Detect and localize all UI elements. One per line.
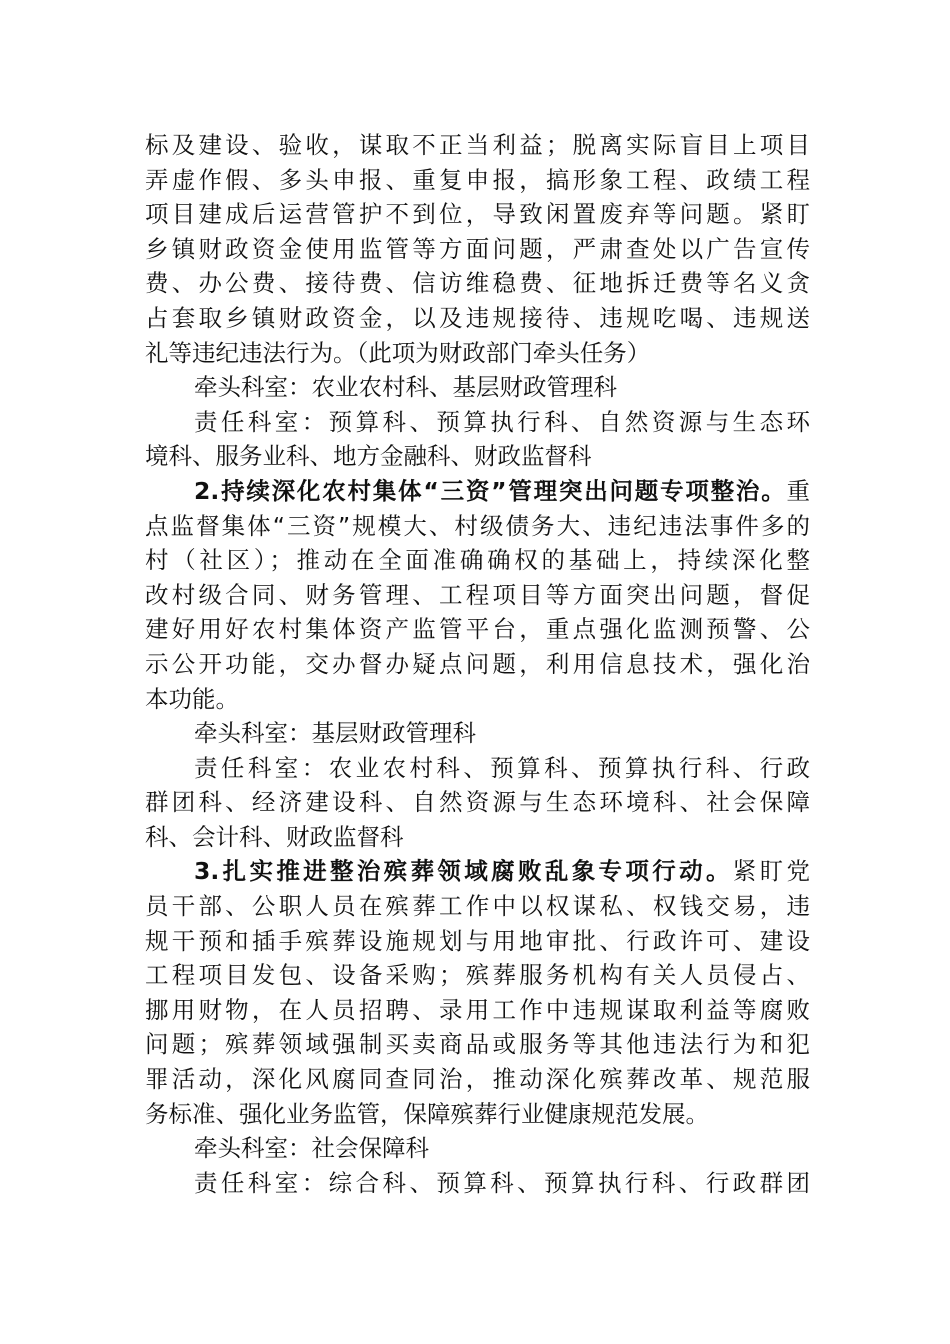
text-line: 占套取乡镇财政资金，以及违规接待、违规吃喝、违规送 <box>145 303 810 332</box>
text-line: 规干预和插手殡葬设施规划与用地审批、行政许可、建设 <box>145 926 810 955</box>
section-heading-2: 2.持续深化农村集体“三资”管理突出问题专项整治。 <box>194 476 787 505</box>
text-line: 群团科、经济建设科、自然资源与生态环境科、社会保障 <box>145 788 810 817</box>
text-line: 礼等违纪违法行为。（此项为财政部门牵头任务） <box>145 338 651 367</box>
text-line: 境科、服务业科、地方金融科、财政监督科 <box>145 442 592 471</box>
responsible-department-line: 责任科室：农业农村科、预算科、预算执行科、行政 <box>194 753 810 782</box>
text-line: 本功能。 <box>145 684 239 713</box>
text-line: 罪活动，深化风腐同查同治，推动深化殡葬改革、规范服 <box>145 1065 810 1094</box>
body-text <box>145 128 810 1200</box>
section-heading-line <box>145 474 810 509</box>
text-line: 示公开功能，交办督办疑点问题，利用信息技术，强化治 <box>145 649 810 678</box>
text-line: 建好用好农村集体资产监管平台，重点强化监测预警、公 <box>145 615 810 644</box>
text-line: 弄虚作假、多头申报、重复申报，搞形象工程、政绩工程 <box>145 165 810 194</box>
responsible-department-line: 责任科室：预算科、预算执行科、自然资源与生态环 <box>194 407 810 436</box>
text-line: 村（社区）；推动在全面准确确权的基础上，持续深化整 <box>145 546 810 575</box>
text-line: 问题；殡葬领域强制买卖商品或服务等其他违法行为和犯 <box>145 1030 810 1059</box>
text-line: 乡镇财政资金使用监管等方面问题，严肃查处以广告宣传 <box>145 234 810 263</box>
text-line: 员干部、公职人员在殡葬工作中以权谋私、权钱交易，违 <box>145 892 810 921</box>
text-line: 挪用财物，在人员招聘、录用工作中违规谋取利益等腐败 <box>145 995 810 1024</box>
lead-department-line: 牵头科室：基层财政管理科 <box>194 719 476 748</box>
text-line: 标及建设、验收，谋取不正当利益；脱离实际盲目上项目 <box>145 131 810 159</box>
text-fragment: 重 <box>786 476 810 505</box>
text-line: 工程项目发包、设备采购；殡葬服务机构有关人员侵占、 <box>145 961 810 990</box>
text-line: 费、办公费、接待费、信访维稳费、征地拆迁费等名义贪 <box>145 269 810 298</box>
text-fragment: 紧盯党 <box>732 857 810 886</box>
text-line: 改村级合同、财务管理、工程项目等方面突出问题，督促 <box>145 580 810 609</box>
lead-department-line: 牵头科室：社会保障科 <box>194 1134 429 1163</box>
responsible-department-line: 责任科室：综合科、预算科、预算执行科、行政群团 <box>194 1168 810 1197</box>
text-line: 项目建成后运营管护不到位，导致闲置废弃等问题。紧盯 <box>145 200 810 229</box>
lead-department-line: 牵头科室：农业农村科、基层财政管理科 <box>194 373 617 402</box>
text-line: 务标准、强化业务监管，保障殡葬行业健康规范发展。 <box>145 1099 709 1128</box>
text-line: 点监督集体“三资”规模大、村级债务大、违纪违法事件多的 <box>145 511 810 540</box>
section-heading-3: 3.扎实推进整治殡葬领域腐败乱象专项行动。 <box>194 857 733 886</box>
text-line: 科、会计科、财政监督科 <box>145 822 404 851</box>
section-heading-line <box>145 854 810 889</box>
